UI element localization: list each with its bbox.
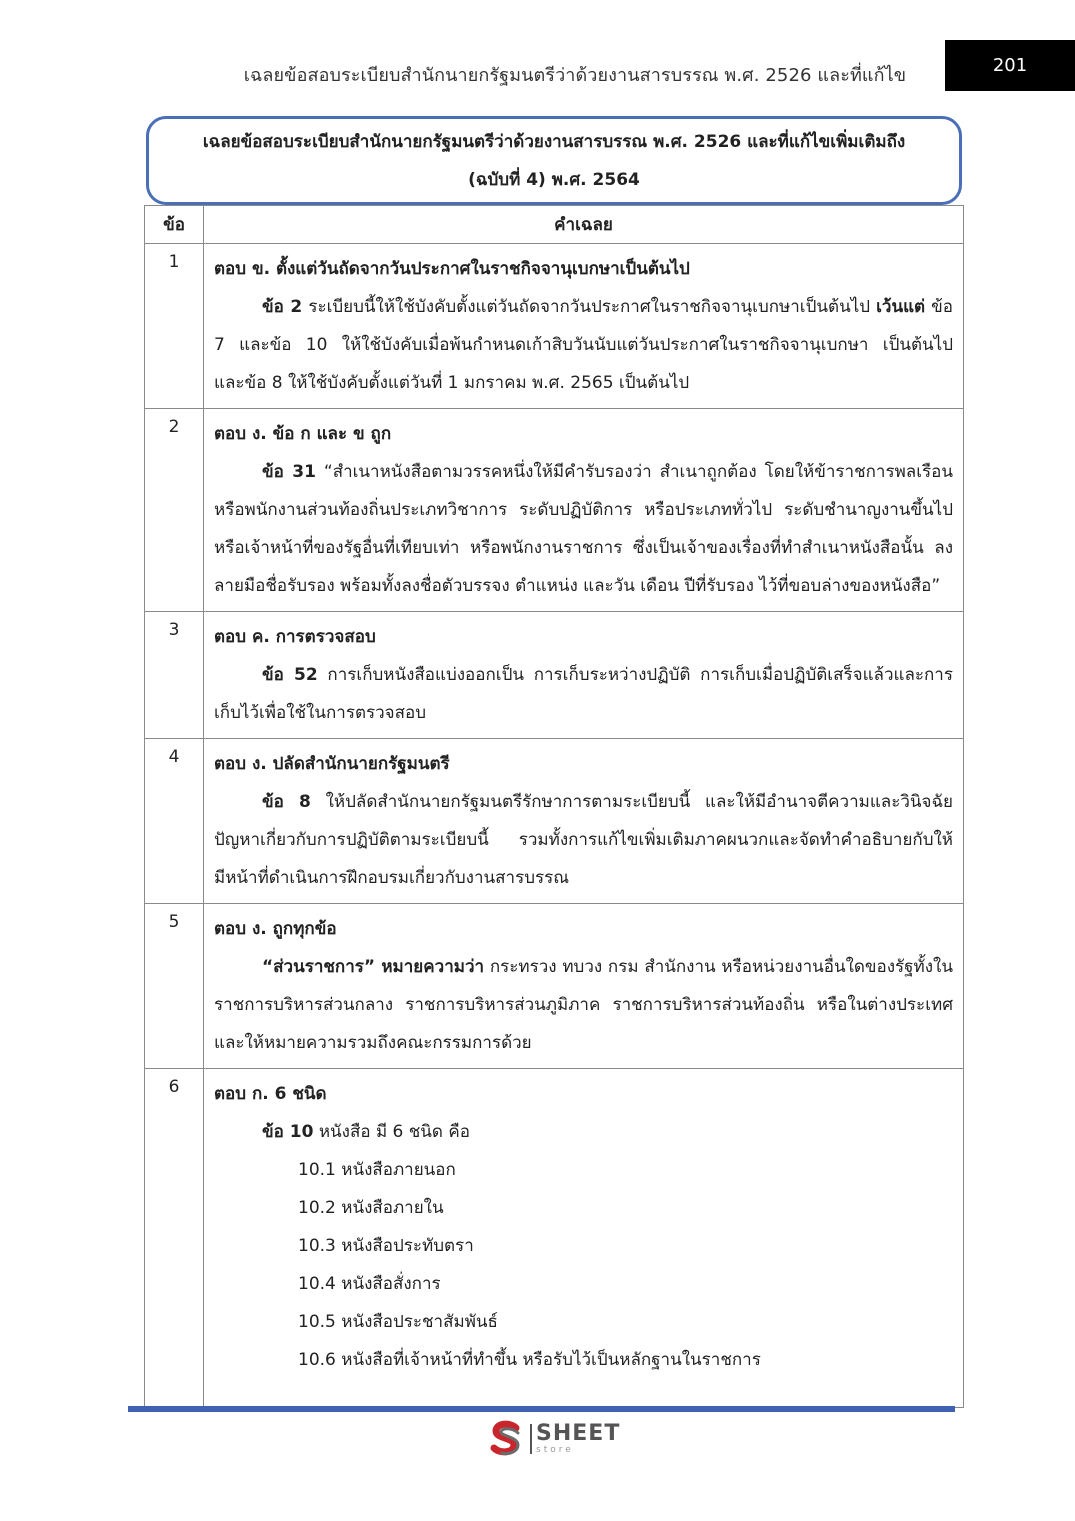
running-header-title: เฉลยข้อสอบระเบียบสำนักนายกรัฐมนตรีว่าด้วยงานสารบรรณ พ.ศ. 2526 และที่แก้ไข [243,65,907,86]
page-number: 201 [945,40,1075,91]
answer-cell [204,904,964,1069]
explanation [214,453,953,605]
answer-table [144,205,964,1408]
answer-choice: ตอบ ง. ปลัดสำนักนายกรัฐมนตรี [214,754,450,774]
logo-separator [530,1424,532,1454]
table-row [145,1069,964,1408]
definition-term: “ส่วนราชการ” หมายความว่า [262,957,485,977]
answer-choice: ตอบ ค. การตรวจสอบ [214,627,376,647]
row-number: 5 [145,904,204,1069]
answer-cell [204,409,964,612]
table-row [145,739,964,904]
explanation [214,656,953,732]
sheet-store-logo [488,1418,628,1460]
page-title [146,116,962,205]
table-header-row [145,206,964,244]
explanation [214,783,953,897]
clause-ref: ข้อ 8 [262,792,311,812]
answer-cell [204,739,964,904]
answer-choice: ตอบ ง. ข้อ ก และ ข ถูก [214,424,392,444]
table-row [145,409,964,612]
footer-divider [128,1406,955,1412]
explanation-text-2: ข้อ 7 และข้อ 10 ให้ใช้บังคับเมื่อพ้นกำหนดเก้าสิบวันนับแต่วันประกาศในราชกิจจานุเบกษา เป็นต้นไป และข้อ 8 ให้ใช้บังคับตั้งแต่วันที่ 1 มกราคม พ.ศ. 2565 เป็นต้นไป [214,297,953,393]
clause-ref: ข้อ 31 [262,462,316,482]
table-row [145,904,964,1069]
clause-ref: ข้อ 52 [262,665,318,685]
explanation-text: ระเบียบนี้ให้ใช้บังคับตั้งแต่วันถัดจากวันประกาศในราชกิจจานุเบกษาเป็นต้นไป [302,297,877,317]
explanation-text: ให้ปลัดสำนักนายกรัฐมนตรีรักษาการตามระเบียบนี้ และให้มีอำนาจตีความและวินิจฉัยปัญหาเกี่ยวกับการปฏิบัติตามระเบียบนี้ รวมทั้งการแก้ไขเพิ่มเติมภาคผนวกและจัดทำคำอธิบายกับให้มีหน้าที่ดำเนินการฝึกอบรมเกี่ยวกับงานสารบรรณ [214,792,953,888]
answer-choice: ตอบ ข. ตั้งแต่วันถัดจากวันประกาศในราชกิจจานุเบกษาเป็นต้นไป [214,259,690,279]
explanation-text: กระทรวง ทบวง กรม สำนักงาน หรือหน่วยงานอื่นใดของรัฐทั้งในราชการบริหารส่วนกลาง ราชการบริหารส่วนภูมิภาค ราชการบริหารส่วนท้องถิ่น หรือในต่างประเทศและให้หมายความรวมถึงคณะกรรมการด้วย [214,957,953,1053]
list-item: 10.3 หนังสือประทับตรา [298,1236,474,1256]
explanation [214,1113,953,1151]
list-item: 10.4 หนังสือสั่งการ [298,1274,441,1294]
row-number: 1 [145,244,204,409]
page-title-line-1: เฉลยข้อสอบระเบียบสำนักนายกรัฐมนตรีว่าด้วยงานสารบรรณ พ.ศ. 2526 และที่แก้ไขเพิ่มเติมถึง [202,131,906,152]
clause-ref: ข้อ 2 [262,297,303,317]
table-row [145,612,964,739]
list-item: 10.5 หนังสือประชาสัมพันธ์ [298,1312,498,1332]
list-item: 10.1 หนังสือภายนอก [298,1160,456,1180]
list-item: 10.2 หนังสือภายใน [298,1198,444,1218]
table-row [145,244,964,409]
explanation [214,288,953,402]
column-header-no: ข้อ [145,206,204,244]
row-number: 3 [145,612,204,739]
row-number: 6 [145,1069,204,1408]
row-number: 2 [145,409,204,612]
clause-ref: ข้อ 10 [262,1122,314,1142]
explanation-text: หนังสือ มี 6 ชนิด คือ [313,1122,470,1142]
answer-cell [204,244,964,409]
document-types-list [214,1151,953,1379]
explanation-text: “สำเนาหนังสือตามวรรคหนึ่งให้มีคำรับรองว่า สำเนาถูกต้อง โดยให้ข้าราชการพลเรือนหรือพนักงานส่วนท้องถิ่นประเภทวิชาการ ระดับปฏิบัติการ หรือประเภททั่วไป ระดับชำนาญงานขึ้นไปหรือเจ้าหน้าที่ของรัฐอื่นที่เทียบเท่า หรือพนักงานราชการ ซึ่งเป็นเจ้าของเรื่องที่ทำสำเนาหนังสือนั้น ลงลายมือชื่อรับรอง พร้อมทั้งลงชื่อตัวบรรจง ตำแหน่ง และวัน เดือน ปีที่รับรอง ไว้ที่ขอบล่างของหนังสือ” [214,462,953,596]
list-item: 10.6 หนังสือที่เจ้าหน้าที่ทำขึ้น หรือรับไว้เป็นหลักฐานในราชการ [298,1350,761,1370]
column-header-answer: คำเฉลย [204,206,964,244]
explanation [214,948,953,1062]
page-title-line-2: (ฉบับที่ 4) พ.ศ. 2564 [468,169,640,190]
explanation-emphasis: เว้นแต่ [876,297,926,317]
logo-subword: store [536,1445,574,1455]
row-number: 4 [145,739,204,904]
answer-cell [204,1069,964,1408]
explanation-text: การเก็บหนังสือแบ่งออกเป็น การเก็บระหว่างปฏิบัติ การเก็บเมื่อปฏิบัติเสร็จแล้วและการเก็บไว้เพื่อใช้ในการตรวจสอบ [214,665,953,723]
answer-choice: ตอบ ง. ถูกทุกข้อ [214,919,337,939]
logo-word: SHEET [536,1421,621,1446]
answer-cell [204,612,964,739]
sheet-store-s-logo-icon [488,1420,524,1458]
logo-text [536,1423,620,1455]
answer-choice: ตอบ ก. 6 ชนิด [214,1084,327,1104]
